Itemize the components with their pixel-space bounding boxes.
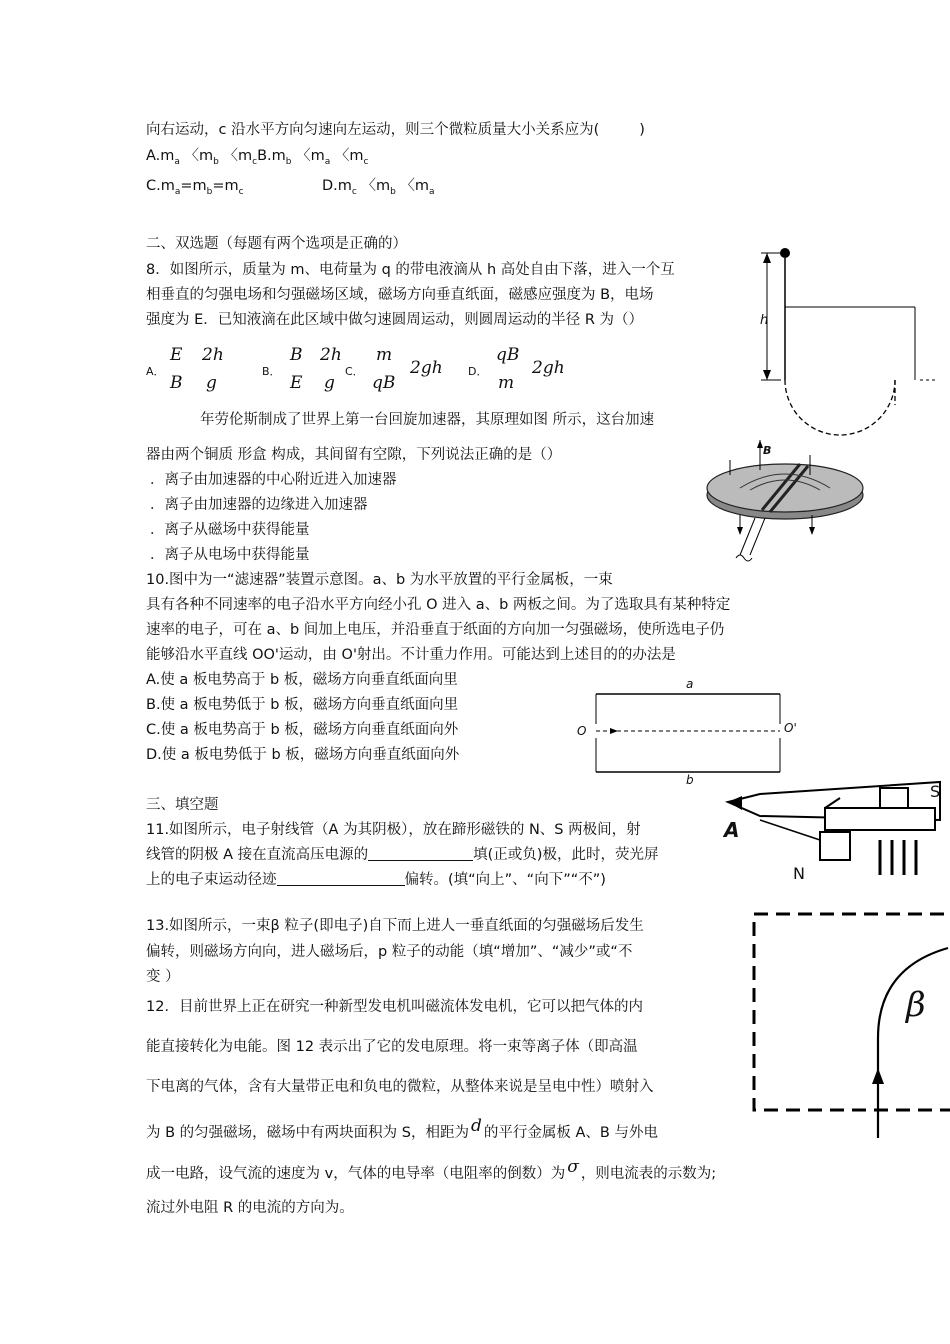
q7-options-ab: $A.m_a$ 〈$m_b$ 〈$m_cB.m_b$ 〈$m_a$ 〈$m_c$ bbox=[146, 148, 369, 167]
q8-opt-a-label: A． bbox=[146, 365, 165, 378]
q9-figure-B-label: B bbox=[763, 444, 772, 457]
q10-option-a: A.使 a 板电势高于 b 板，磁场方向垂直纸面向里 bbox=[146, 672, 458, 688]
q9-option-d: ．离子从电场中获得能量 bbox=[150, 547, 310, 563]
q10-option-b: B.使 a 板电势低于 b 板，磁场方向垂直纸面向里 bbox=[146, 697, 459, 713]
q12-sigma-symbol: σ bbox=[567, 1157, 579, 1177]
q8-c-m: m bbox=[376, 345, 393, 365]
q8-b-2h: 2h bbox=[320, 345, 342, 365]
q7-line1: 向右运动，c 沿水平方向匀速向左运动，则三个微粒质量大小关系应为( ) bbox=[146, 122, 645, 138]
q8-d-2gh: 2gh bbox=[532, 358, 565, 378]
q13-line3: 变 ） bbox=[146, 969, 180, 985]
q10-option-d: D.使 a 板电势低于 b 板，磁场方向垂直纸面向外 bbox=[146, 747, 460, 763]
q11-label-S: S bbox=[930, 782, 941, 801]
q10-label-b: b bbox=[686, 773, 694, 787]
q10-label-a: a bbox=[686, 677, 694, 691]
q11-line3: 上的电子束运动径迹 偏转。(填“向上”、“向下”“不”) bbox=[146, 872, 606, 888]
q11-label-A: A bbox=[724, 818, 740, 842]
q8-d-qB: qB bbox=[496, 345, 520, 365]
q12-line4: 为 B 的匀强磁场，磁场中有两块面积为 S，相距为 d 的平行金属板 A、B 与外电 bbox=[146, 1116, 658, 1141]
q8-c-qB: qB bbox=[372, 373, 396, 393]
q8-b-E: E bbox=[290, 373, 303, 393]
q12-line6: 流过外电阻 R 的电流的方向为。 bbox=[146, 1200, 354, 1216]
q12-line2: 能直接转化为电能。图 12 表示出了它的发电原理。将一束等离子体（即高温 bbox=[146, 1039, 638, 1055]
q13-beta-label: β bbox=[906, 985, 926, 1025]
q8-opt-d-label: D． bbox=[468, 365, 488, 378]
q8-b-g: g bbox=[324, 373, 335, 393]
q9-option-b: ．离子由加速器的边缘进入加速器 bbox=[150, 497, 368, 513]
q10-label-O-prime: O' bbox=[784, 721, 797, 735]
q9-cyclotron-figure bbox=[700, 440, 870, 570]
q11-line1: 11.如图所示，电子射线管（A 为其阴极），放在蹄形磁铁的 N、S 两极间，射 bbox=[146, 822, 641, 838]
q11-blank-1[interactable] bbox=[368, 846, 473, 861]
q8-figure-h-label: h bbox=[760, 313, 769, 328]
section3-title: 三、填空题 bbox=[146, 797, 219, 813]
q8-line1: 8．如图所示，质量为 m、电荷量为 q 的带电液滴从 h 高处自由下落，进入一个互 bbox=[146, 262, 675, 278]
q8-b-B: B bbox=[290, 345, 303, 365]
q8-line2: 相垂直的匀强电场和匀强磁场区域，磁场方向垂直纸面，磁感应强度为 B，电场 bbox=[146, 287, 654, 303]
q8-c-2gh: 2gh bbox=[410, 358, 443, 378]
q9-option-a: ．离子由加速器的中心附近进入加速器 bbox=[150, 472, 397, 488]
q8-a-2h: 2h bbox=[202, 345, 224, 365]
q8-a-g: g bbox=[206, 373, 217, 393]
droplet bbox=[780, 248, 790, 258]
q12-line1: 12．目前世界上正在研究一种新型发电机叫磁流体发电机，它可以把气体的内 bbox=[146, 999, 643, 1015]
q8-a-B: B bbox=[170, 373, 183, 393]
q10-filter-figure bbox=[590, 690, 790, 780]
q11-ray-tube-figure bbox=[720, 780, 950, 890]
q13-line1: 13.如图所示，一束β 粒子(即电子)自下而上进人一垂直纸面的匀强磁场后发生 bbox=[146, 918, 644, 934]
q12-d-symbol: d bbox=[470, 1116, 482, 1136]
q10-line4: 能够沿水平直线 OO'运动，由 O'射出。不计重力作用。可能达到上述目的的办法是 bbox=[146, 647, 676, 663]
q10-line3: 速率的电子，可在 a、b 间加上电压，并沿垂直于纸面的方向加一匀强磁场，使所选电子仍 bbox=[146, 622, 725, 638]
q10-line1: 10.图中为一“滤速器”装置示意图。a、b 为水平放置的平行金属板，一束 bbox=[146, 572, 613, 588]
q8-a-E: E bbox=[170, 345, 183, 365]
q11-line2: 线管的阴极 A 接在直流高压电源的 填(正或负)极，此时，荧光屏 bbox=[146, 847, 659, 863]
q12-line3: 下电离的气体，含有大量带正电和负电的微粒，从整体来说是呈电中性）喷射入 bbox=[146, 1079, 654, 1095]
q7-option-c: $C.m_a=m_b=m_c$ bbox=[146, 178, 244, 197]
q8-figure bbox=[755, 245, 940, 445]
q8-line3: 强度为 E．已知液滴在此区域中做匀速圆周运动，则圆周运动的半径 R 为（） bbox=[146, 312, 644, 328]
q8-opt-b-label: B． bbox=[262, 365, 281, 378]
q10-line2: 具有各种不同速率的电子沿水平方向经小孔 O 进入 a、b 两板之间。为了选取具有某种特定 bbox=[146, 597, 731, 613]
q11-label-N: N bbox=[793, 864, 805, 883]
q9-line2: 器由两个铜质 形盒 构成，其间留有空隙，下列说法正确的是（） bbox=[146, 447, 562, 463]
q10-label-O: O bbox=[577, 724, 587, 738]
q8-opt-c-label: C． bbox=[345, 365, 364, 378]
q9-option-c: ．离子从磁场中获得能量 bbox=[150, 522, 310, 538]
q13-line2: 偏转，则磁场方向向，进人磁场后，p 粒子的动能（填“增加”、“减少”或“不 bbox=[146, 944, 633, 960]
q7-option-d: $D.m_c$ 〈$m_b$ 〈$m_a$ bbox=[322, 178, 435, 197]
q8-d-m: m bbox=[498, 373, 515, 393]
q11-blank-2[interactable] bbox=[277, 871, 405, 886]
q10-option-c: C.使 a 板电势高于 b 板，磁场方向垂直纸面向外 bbox=[146, 722, 459, 738]
q12-line5: 成一电路，设气流的速度为 v，气体的电导率（电阻率的倒数）为 σ ，则电流表的示数为; bbox=[146, 1157, 717, 1182]
q9-line1: 年劳伦斯制成了世界上第一台回旋加速器，其原理如图 所示，这台加速 bbox=[200, 412, 655, 428]
section2-title: 二、双选题（每题有两个选项是正确的） bbox=[146, 236, 407, 252]
